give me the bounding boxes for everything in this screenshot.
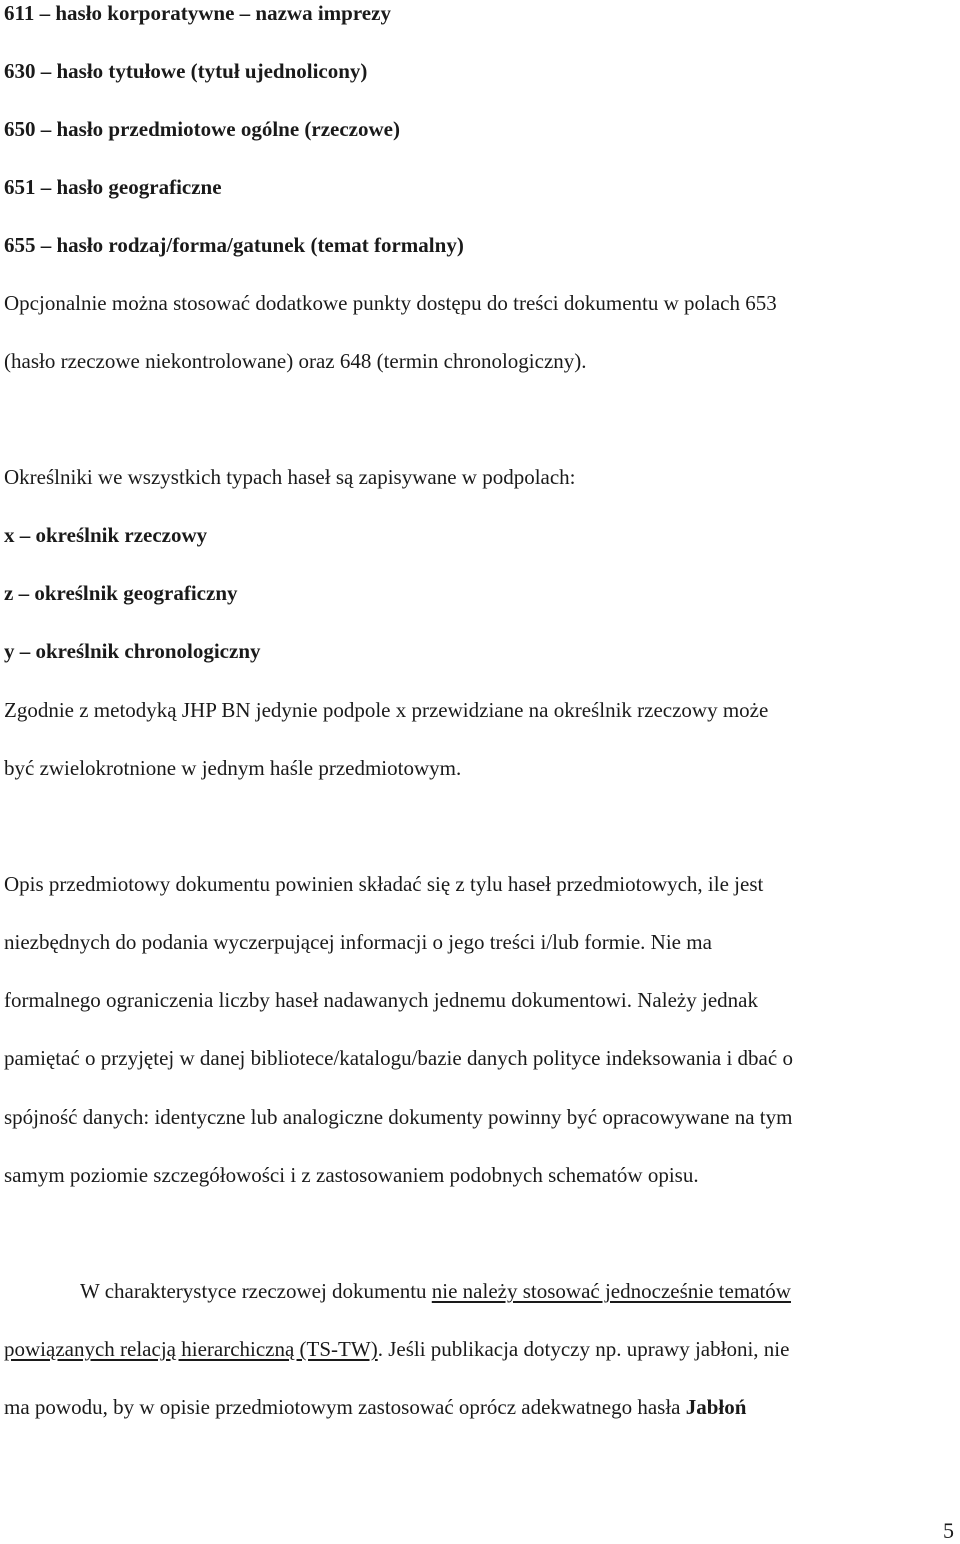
description-paragraph-line: Opis przedmiotowy dokumentu powinien składać się z tylu haseł przedmiotowych, ile jest — [4, 872, 764, 896]
description-paragraph-line: formalnego ograniczenia liczby haseł nadawanych jednemu dokumentowi. Należy jednak — [4, 988, 758, 1012]
characteristic-text: ma powodu, by w opisie przedmiotowym zastosować oprócz adekwatnego hasła — [4, 1395, 686, 1419]
qualifier-z: z – określnik geograficzny — [4, 581, 238, 605]
field-650: 650 – hasło przedmiotowe ogólne (rzeczowe) — [4, 117, 400, 141]
optional-paragraph-line: (hasło rzeczowe niekontrolowane) oraz 648 (termin chronologiczny). — [4, 349, 587, 373]
field-651: 651 – hasło geograficzne — [4, 175, 222, 199]
methodology-paragraph-line: być zwielokrotnione w jednym haśle przedmiotowym. — [4, 756, 462, 780]
characteristic-paragraph-line — [80, 1278, 791, 1304]
page-number: 5 — [943, 1518, 954, 1543]
characteristic-paragraph-line — [4, 1336, 789, 1362]
field-655: 655 – hasło rodzaj/forma/gatunek (temat formalny) — [4, 233, 464, 257]
field-611: 611 – hasło korporatywne – nazwa imprezy — [4, 1, 391, 25]
characteristic-text: W charakterystyce rzeczowej dokumentu — [80, 1279, 432, 1303]
description-paragraph-line: pamiętać o przyjętej w danej bibliotece/katalogu/bazie danych polityce indeksowania i dbać o — [4, 1046, 793, 1070]
optional-paragraph-line: Opcjonalnie można stosować dodatkowe punkty dostępu do treści dokumentu w polach 653 — [4, 291, 777, 315]
qualifiers-intro: Określniki we wszystkich typach haseł są zapisywane w podpolach: — [4, 465, 576, 489]
description-paragraph-line: niezbędnych do podania wyczerpującej informacji o jego treści i/lub formie. Nie ma — [4, 930, 712, 954]
emphasized-rule: powiązanych relacją hierarchiczną (TS-TW) — [4, 1337, 378, 1361]
description-paragraph-line: samym poziomie szczegółowości i z zastosowaniem podobnych schematów opisu. — [4, 1163, 699, 1187]
characteristic-text: . Jeśli publikacja dotyczy np. uprawy jabłoni, nie — [377, 1337, 790, 1361]
characteristic-paragraph-line — [4, 1394, 746, 1420]
field-630: 630 – hasło tytułowe (tytuł ujednolicony) — [4, 59, 368, 83]
description-paragraph-line: spójność danych: identyczne lub analogiczne dokumenty powinny być opracowywane na tym — [4, 1105, 793, 1129]
heading-term: Jabłoń — [685, 1395, 747, 1419]
qualifier-x: x – określnik rzeczowy — [4, 523, 208, 547]
methodology-paragraph-line: Zgodnie z metodyką JHP BN jedynie podpole x przewidziane na określnik rzeczowy może — [4, 698, 769, 722]
emphasized-rule: nie należy stosować jednocześnie tematów — [431, 1279, 791, 1303]
qualifier-y: y – określnik chronologiczny — [4, 639, 261, 663]
